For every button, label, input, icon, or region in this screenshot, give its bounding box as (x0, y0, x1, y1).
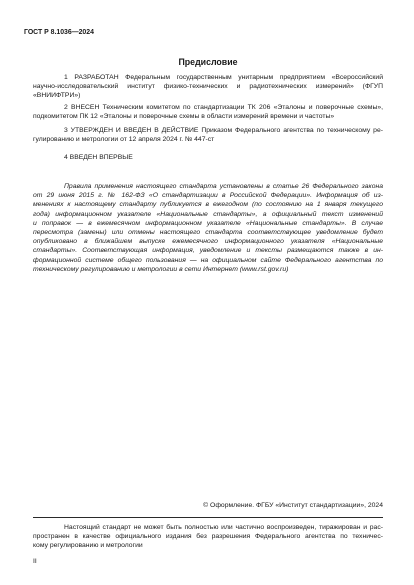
document-code-header: ГОСТ Р 8.1036—2024 (24, 29, 94, 36)
foreword-item-4-line: 4 ВВЕДЕН ВПЕРВЫЕ (64, 154, 133, 161)
legal-note-line: года) информационном указателе «Национальные стандарты», а официальный текст изменений (33, 210, 383, 218)
foreword-item-3 (33, 126, 383, 144)
foreword-item-2-line: подкомитетом ПК 12 «Эталоны и поверочные схемы в области измерений времени и частоты» (33, 113, 335, 121)
foreword-item-1-line: «ВНИИФТРИ») (33, 92, 81, 100)
foreword-item-3-line: гулированию и метрологии от 12 апреля 2024 г. № 447-ст (33, 136, 215, 144)
foreword-item-2 (33, 103, 383, 121)
legal-note-line: формационной системе общего пользования — на официальном сайте Федерального агентства по (33, 256, 383, 264)
legal-note (33, 182, 383, 274)
reproduction-notice-line: кому регулированию и метрологии (33, 542, 143, 550)
foreword-item-4 (33, 153, 383, 162)
foreword-item-2-line: 2 ВНЕСЕН Техническим комитетом по стандартизации ТК 206 «Эталоны и поверочные схемы», (64, 104, 383, 111)
reproduction-notice-line: Настоящий стандарт не может быть полностью или частично воспроизведен, тиражирован и рас- (64, 524, 383, 531)
legal-note-line: Правила применения настоящего стандарта установлены в статье 26 Федерального закона (64, 183, 383, 190)
legal-note-line: стандарты». Соответствующая информация, уведомление и тексты размещаются также в ин- (33, 247, 383, 255)
legal-note-line: пересмотра (замены) или отмены настоящего стандарта соответствующее уведомление будет (33, 229, 383, 237)
page-title: Предисловие (178, 57, 238, 67)
legal-note-line: и поправок — в ежемесячном информационном указателе «Национальные стандарты». В случае (33, 219, 383, 227)
reproduction-notice (33, 523, 383, 551)
legal-note-line: техническому регулированию и метрологии в сети Интернет (www.rst.gov.ru) (33, 265, 289, 273)
foreword-item-3-line: 3 УТВЕРЖДЕН И ВВЕДЕН В ДЕЙСТВИЕ Приказом Федерального агентства по техническому ре- (64, 127, 383, 134)
foreword-item-1 (33, 73, 383, 101)
footer-divider (33, 517, 383, 518)
copyright-line: © Оформление. ФГБУ «Институт стандартизации», 2024 (203, 502, 383, 509)
reproduction-notice-line: пространен в качестве официального издания без разрешения Федерального агентства по техничес- (33, 533, 383, 541)
foreword-item-1-line: научно-исследовательский институт физико-технических и радиотехнических измерений» (ФГУП (33, 83, 383, 91)
legal-note-line: от 29 июня 2015 г. № 162-ФЗ «О стандартизации в Российской Федерации». Информация об из- (33, 192, 383, 200)
page-number: II (33, 558, 37, 565)
legal-note-line: менениях к настоящему стандарту публикуется в ежегодном (по состоянию на 1 января текущего (33, 201, 383, 209)
legal-note-line: опубликовано в ближайшем выпуске ежемесячного информационного указателя «Национальные (33, 238, 383, 246)
foreword-item-1-line: 1 РАЗРАБОТАН Федеральным государственным унитарным предприятием «Всероссийский (64, 74, 383, 81)
